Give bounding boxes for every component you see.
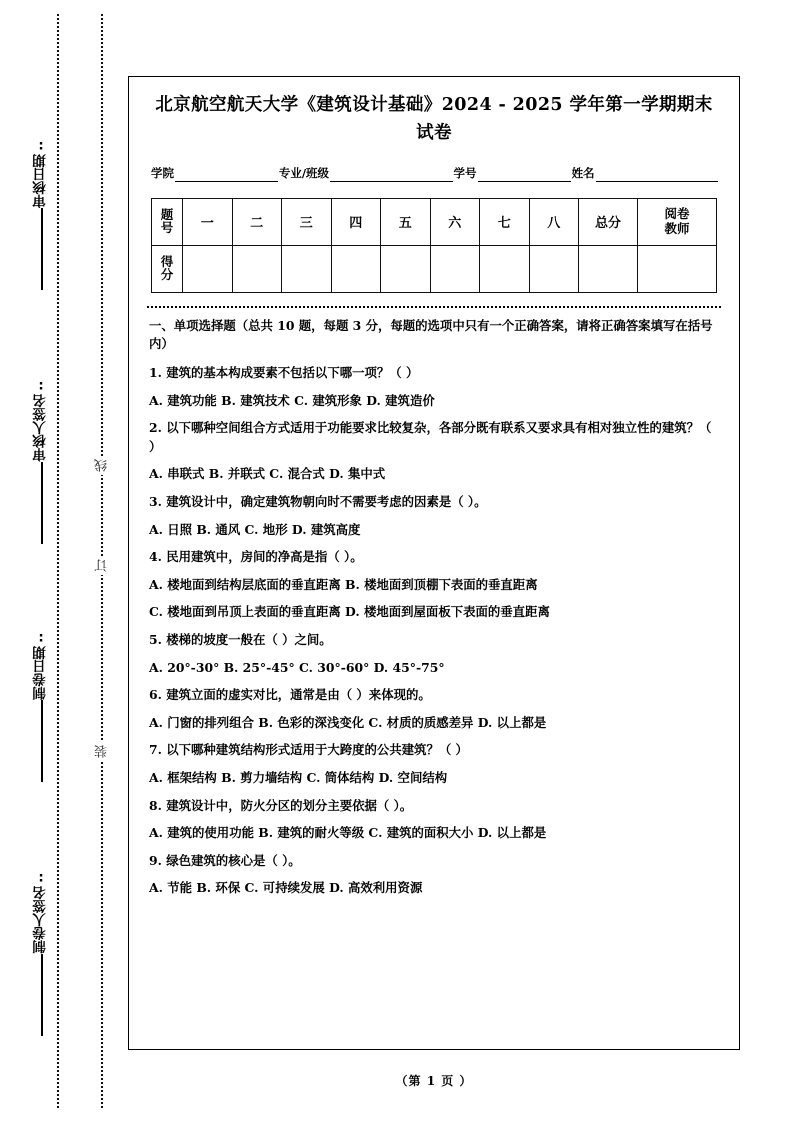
field-input-college[interactable] [175, 168, 278, 182]
row-label-score [152, 245, 183, 292]
score-cell-6[interactable] [430, 245, 480, 292]
column-header-7: 七 [480, 198, 530, 245]
score-cell-1[interactable] [183, 245, 233, 292]
student-info-line [151, 165, 719, 182]
column-header-6: 六 [430, 198, 480, 245]
sidebar-blank-rule [41, 700, 42, 782]
column-header-total: 总分 [579, 198, 638, 245]
sidebar-label-compiler-signature: 制卷人签名: [33, 870, 50, 954]
score-cell-2[interactable] [232, 245, 282, 292]
sidebar-entry-review-date [22, 138, 62, 290]
question-options-8[interactable]: A. 建筑的使用功能 B. 建筑的耐火等级 C. 建筑的面积大小 D. 以上都是 [149, 825, 547, 841]
page-footer: （第 1 页 ） [395, 1074, 473, 1088]
binding-sidebar [0, 0, 128, 1122]
question-options-5[interactable]: A. 20°-30° B. 25°-45° C. 30°-60° D. 45°-75° [149, 659, 445, 675]
score-cell-total[interactable] [579, 245, 638, 292]
question-stem-7: 7. 以下哪种建筑结构形式适用于大跨度的公共建筑？（ ） [149, 742, 468, 758]
binding-dotted-line-outer [57, 14, 59, 1108]
section-heading-1: 一、单项选择题（总共 10 题，每题 3 分，每题的选项中只有一个正确答案，请将正确答案填写在括号内） [149, 317, 713, 352]
question-options-6[interactable]: A. 门窗的排列组合 B. 色彩的深浅变化 C. 材质的质感差异 D. 以上都是 [149, 714, 547, 730]
field-input-major-class[interactable] [330, 168, 452, 182]
column-header-2: 二 [232, 198, 282, 245]
score-cell-3[interactable] [282, 245, 332, 292]
column-header-3: 三 [282, 198, 332, 245]
teacher-label-line1: 阅卷 [664, 206, 690, 222]
questions-area [149, 317, 719, 898]
question-stem-5: 5. 楼梯的坡度一般在（ ）之间。 [149, 632, 332, 647]
question-options-4-cd[interactable]: C. 楼地面到吊顶上表面的垂直距离 D. 楼地面到屋面板下表面的垂直距离 [149, 604, 550, 620]
score-cell-5[interactable] [381, 245, 431, 292]
column-header-grading-teacher [638, 198, 717, 245]
column-header-1: 一 [183, 198, 233, 245]
score-table [151, 198, 717, 293]
field-label-major-class: 专业/班级 [278, 165, 330, 180]
score-cell-7[interactable] [480, 245, 530, 292]
question-options-2[interactable]: A. 串联式 B. 并联式 C. 混合式 D. 集中式 [149, 466, 386, 482]
column-header-8: 八 [529, 198, 579, 245]
sidebar-label-reviewer-signature: 审核人签名: [33, 378, 50, 462]
row-label-question-number [152, 198, 183, 245]
question-stem-3: 3. 建筑设计中，确定建筑物朝向时不需要考虑的因素是（ ）。 [149, 493, 487, 509]
seal-char-seal: 装 [93, 742, 111, 761]
table-row-scores [152, 245, 717, 292]
score-cell-teacher[interactable] [638, 245, 717, 292]
sidebar-label-review-date: 审核日期: [33, 138, 50, 208]
question-stem-8: 8. 建筑设计中，防火分区的划分主要依据（ ）。 [149, 797, 413, 813]
sidebar-blank-rule [41, 954, 42, 1036]
field-input-name[interactable] [596, 168, 718, 182]
row-label-line2: 分 [160, 266, 174, 282]
field-input-student-id[interactable] [478, 168, 571, 182]
sidebar-entry-compile-date [22, 630, 62, 782]
question-stem-6: 6. 建筑立面的虚实对比，通常是由（ ）来体现的。 [149, 687, 431, 703]
question-stem-4: 4. 民用建筑中，房间的净高是指（ ）。 [149, 549, 363, 565]
field-label-name: 姓名 [571, 165, 595, 180]
score-table-wrapper [151, 198, 717, 293]
question-options-1[interactable]: A. 建筑功能 B. 建筑技术 C. 建筑形象 D. 建筑造价 [149, 392, 435, 408]
sidebar-entry-compiler-signature [22, 870, 62, 1036]
seal-char-line: 线 [93, 456, 111, 475]
column-header-4: 四 [331, 198, 381, 245]
question-stem-9: 9. 绿色建筑的核心是（ ）。 [149, 852, 301, 868]
field-label-college: 学院 [151, 165, 174, 180]
sidebar-blank-rule [41, 208, 42, 290]
sidebar-entry-reviewer-signature [22, 378, 62, 544]
seal-char-bind: 订 [93, 556, 111, 575]
exam-content-box [128, 76, 740, 1050]
row-label-line1: 得 [160, 254, 174, 270]
sidebar-blank-rule [41, 462, 42, 544]
question-stem-1: 1. 建筑的基本构成要素不包括以下哪一项？（ ） [149, 364, 419, 380]
row-label-line2: 号 [160, 219, 174, 235]
sidebar-label-stack [22, 138, 62, 1098]
teacher-label-line2: 教师 [664, 220, 690, 236]
field-label-student-id: 学号 [453, 165, 477, 180]
question-options-3[interactable]: A. 日照 B. 通风 C. 地形 D. 建筑高度 [149, 521, 361, 537]
table-row-question-numbers [152, 198, 717, 245]
row-label-line1: 题 [160, 207, 174, 223]
question-options-4-ab[interactable]: A. 楼地面到结构层底面的垂直距离 B. 楼地面到顶棚下表面的垂直距离 [149, 576, 538, 592]
section-divider [147, 306, 721, 308]
question-options-7[interactable]: A. 框架结构 B. 剪力墙结构 C. 筒体结构 D. 空间结构 [149, 770, 448, 786]
column-header-5: 五 [381, 198, 431, 245]
score-cell-4[interactable] [331, 245, 381, 292]
score-cell-8[interactable] [529, 245, 579, 292]
sidebar-label-compile-date: 制卷日期: [33, 630, 50, 700]
question-stem-2: 2. 以下哪种空间组合方式适用于功能要求比较复杂，各部分既有联系又要求具有相对独立性的建筑？（ ） [149, 420, 712, 454]
page-title: 北京航空航天大学《建筑设计基础》2024 - 2025 学年第一学期期末试卷 [155, 95, 713, 144]
question-options-9[interactable]: A. 节能 B. 环保 C. 可持续发展 D. 高效利用资源 [149, 880, 423, 896]
